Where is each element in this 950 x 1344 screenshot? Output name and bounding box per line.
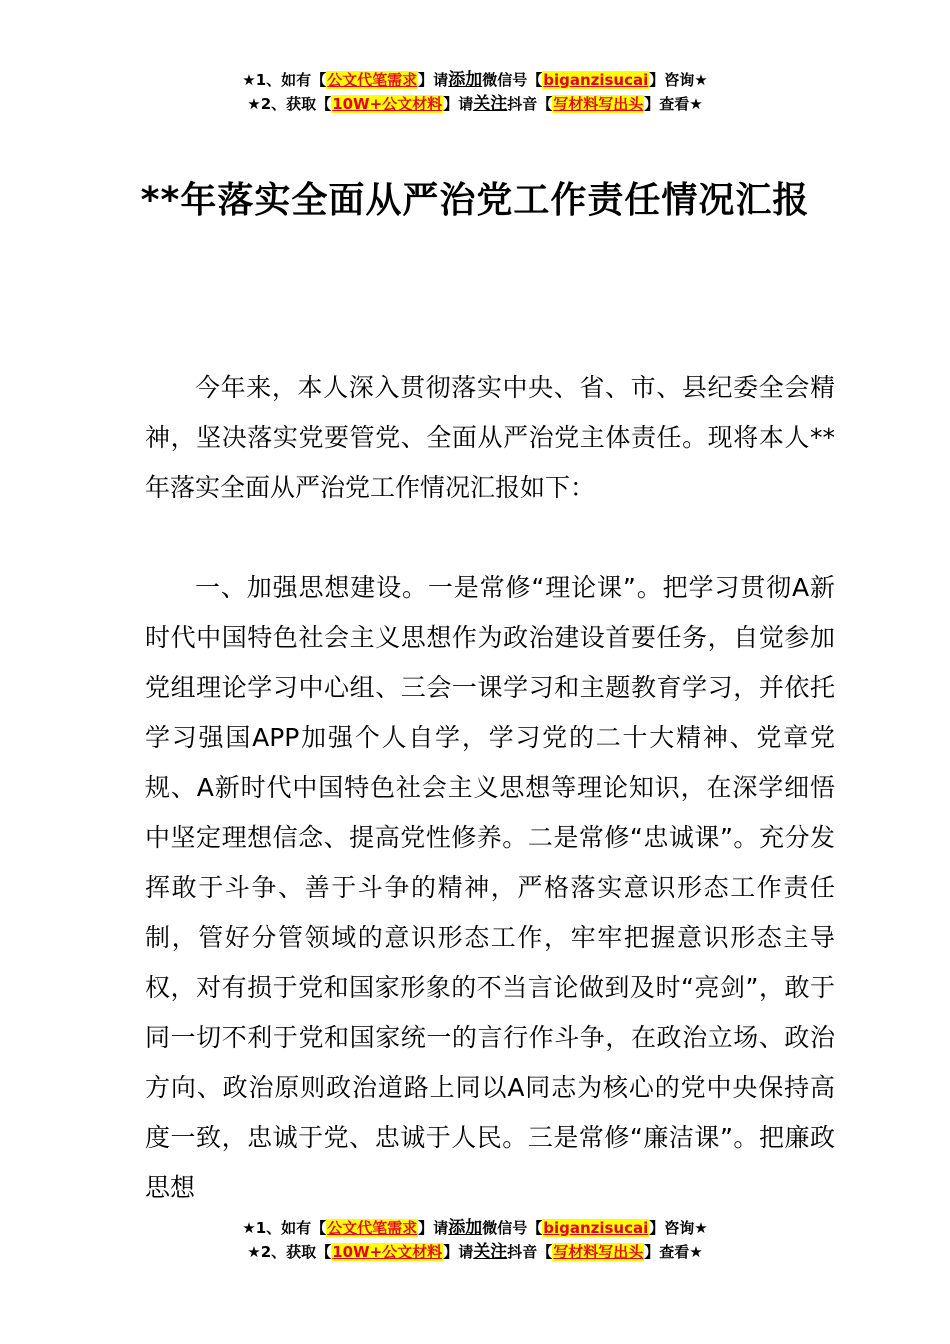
- promo-text: ★2、获取【: [247, 95, 332, 113]
- body-paragraph-section-1: 一、加强思想建设。一是常修“理论课”。把学习贯彻A新时代中国特色社会主义思想作为政治建设首要任务，自觉参加党组理论学习中心组、三会一课学习和主题教育学习，并依托学习强国APP加强个人自学，学习党的二十大精神、党章党规、A新时代中国特色社会主义思想等理论知识，在深学细悟中坚定理想信念、提高党性修养。二是常修“忠诚课”。充分发挥敢于斗争、善于斗争的精神，严格落实意识形态工作责任制，管好分管领域的意识形态工作，牢牢把握意识形态主导权，对有损于党和国家形象的不当言论做到及时“亮剑”，敢于同一切不利于党和国家统一的言行作斗争，在政治立场、政治方向、政治原则政治道路上同以A同志为核心的党中央保持高度一致，忠诚于党、忠诚于人民。三是常修“廉洁课”。把廉政思想: [145, 573, 835, 1202]
- document-title: **年落实全面从严治党工作责任情况汇报: [140, 180, 810, 222]
- promo-text: 抖音【: [507, 95, 553, 113]
- promo-line-2: [0, 1240, 950, 1264]
- promo-line-1: [0, 1216, 950, 1240]
- promo-highlight-materials: 10W+公文材料: [332, 1243, 443, 1261]
- promo-text: 】请: [418, 1219, 449, 1237]
- promo-text: 微信号【: [482, 1219, 543, 1237]
- promo-text: 】查看★: [644, 95, 703, 113]
- promo-highlight-service: 公文代笔需求: [327, 71, 418, 89]
- promo-text: 】请: [443, 1243, 474, 1261]
- promo-text: ★1、如有【: [242, 71, 327, 89]
- promo-highlight-service: 公文代笔需求: [327, 1219, 418, 1237]
- promo-emphasis: 关注: [473, 94, 508, 114]
- promo-line-2: [0, 92, 950, 116]
- promo-text: 】咨询★: [649, 71, 708, 89]
- promo-highlight-douyin: 写材料写出头: [553, 1243, 644, 1261]
- promo-highlight-materials: 10W+公文材料: [332, 95, 443, 113]
- promo-text: 】查看★: [644, 1243, 703, 1261]
- body-paragraph-intro: 今年来，本人深入贯彻落实中央、省、市、县纪委全会精神，坚决落实党要管党、全面从严治党主体责任。现将本人**年落实全面从严治党工作情况汇报如下：: [145, 373, 835, 502]
- promo-text: 微信号【: [482, 71, 543, 89]
- promo-text: 】请: [418, 71, 449, 89]
- promo-emphasis: 关注: [473, 1242, 508, 1262]
- promo-text: 】咨询★: [649, 1219, 708, 1237]
- promo-text: ★1、如有【: [242, 1219, 327, 1237]
- top-promo-banner: [0, 68, 950, 116]
- promo-highlight-wechat-id: biganzisucai: [543, 1219, 649, 1237]
- promo-emphasis: 添加: [448, 70, 483, 90]
- promo-text: 】请: [443, 95, 474, 113]
- promo-highlight-douyin: 写材料写出头: [553, 95, 644, 113]
- promo-text: 抖音【: [507, 1243, 553, 1261]
- bottom-promo-banner: [0, 1216, 950, 1264]
- promo-highlight-wechat-id: biganzisucai: [543, 71, 649, 89]
- promo-emphasis: 添加: [448, 1218, 483, 1238]
- promo-text: ★2、获取【: [247, 1243, 332, 1261]
- promo-line-1: [0, 68, 950, 92]
